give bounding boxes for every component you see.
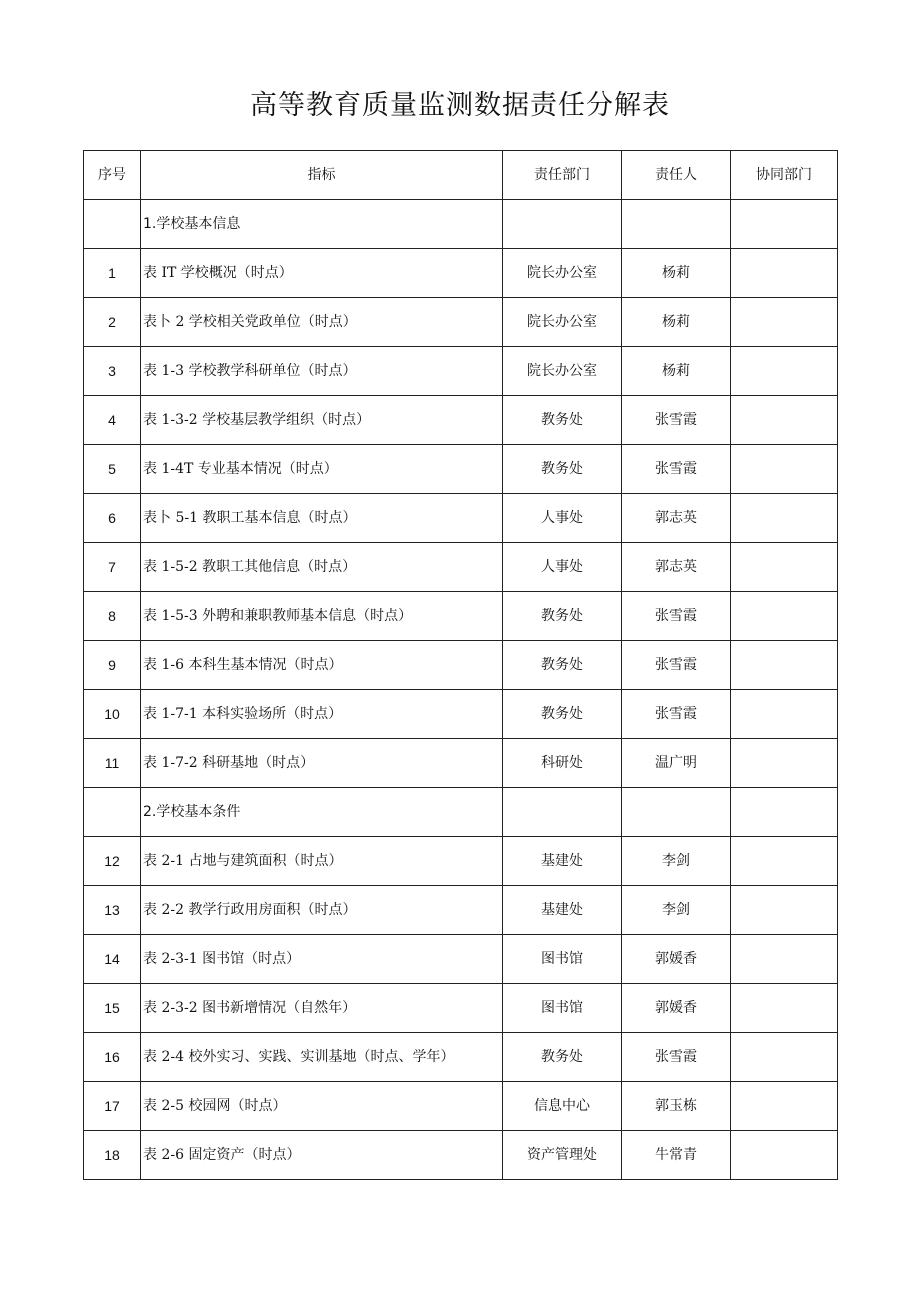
cell-person: 杨莉	[622, 298, 731, 347]
cell-person: 李剑	[622, 886, 731, 935]
cell-dept: 人事处	[503, 494, 622, 543]
cell-no: 13	[84, 886, 141, 935]
cell-co-dept	[731, 1082, 838, 1131]
section-row	[84, 200, 838, 249]
cell-no: 2	[84, 298, 141, 347]
header-dept: 责任部门	[503, 151, 622, 200]
cell-co-dept	[731, 739, 838, 788]
cell-co-dept	[731, 690, 838, 739]
section-row	[84, 788, 838, 837]
cell-indicator: 表 1-4T 专业基本情况（时点）	[141, 445, 503, 494]
cell-dept: 教务处	[503, 641, 622, 690]
cell-co-dept	[731, 641, 838, 690]
cell-co-dept	[731, 445, 838, 494]
table-row	[84, 494, 838, 543]
cell-no	[84, 200, 141, 249]
cell-dept: 资产管理处	[503, 1131, 622, 1180]
cell-co-dept	[731, 396, 838, 445]
cell-person: 杨莉	[622, 249, 731, 298]
cell-dept: 院长办公室	[503, 298, 622, 347]
table-row	[84, 445, 838, 494]
cell-dept: 科研处	[503, 739, 622, 788]
cell-indicator: 表 1-6 本科生基本情况（时点）	[141, 641, 503, 690]
responsibility-table	[83, 150, 838, 1180]
cell-indicator: 表 1-3 学校教学科研单位（时点）	[141, 347, 503, 396]
cell-person: 张雪霞	[622, 445, 731, 494]
table-row	[84, 886, 838, 935]
cell-indicator: 表 2-1 占地与建筑面积（时点）	[141, 837, 503, 886]
cell-indicator: 2.学校基本条件	[141, 788, 503, 837]
cell-no: 6	[84, 494, 141, 543]
cell-dept: 教务处	[503, 690, 622, 739]
cell-person: 张雪霞	[622, 690, 731, 739]
cell-person: 温广明	[622, 739, 731, 788]
cell-indicator: 表 2-3-2 图书新增情况（自然年）	[141, 984, 503, 1033]
table-row	[84, 935, 838, 984]
cell-person: 牛常青	[622, 1131, 731, 1180]
table-row	[84, 739, 838, 788]
cell-person: 李剑	[622, 837, 731, 886]
cell-co-dept	[731, 837, 838, 886]
cell-dept: 院长办公室	[503, 347, 622, 396]
cell-co-dept	[731, 1131, 838, 1180]
cell-person	[622, 200, 731, 249]
cell-no: 8	[84, 592, 141, 641]
table-row	[84, 249, 838, 298]
cell-no: 17	[84, 1082, 141, 1131]
table-row	[84, 396, 838, 445]
header-person: 责任人	[622, 151, 731, 200]
cell-indicator: 表 2-2 教学行政用房面积（时点）	[141, 886, 503, 935]
cell-co-dept	[731, 1033, 838, 1082]
cell-person: 张雪霞	[622, 1033, 731, 1082]
cell-indicator: 表 2-5 校园网（时点）	[141, 1082, 503, 1131]
cell-indicator: 表 2-4 校外实习、实践、实训基地（时点、学年）	[141, 1033, 503, 1082]
cell-indicator: 表 1-7-2 科研基地（时点）	[141, 739, 503, 788]
cell-no: 11	[84, 739, 141, 788]
cell-indicator: 表 IT 学校概况（时点）	[141, 249, 503, 298]
cell-co-dept	[731, 200, 838, 249]
cell-dept: 教务处	[503, 592, 622, 641]
cell-indicator: 表 1-5-3 外聘和兼职教师基本信息（时点）	[141, 592, 503, 641]
cell-co-dept	[731, 249, 838, 298]
cell-indicator: 表 2-3-1 图书馆（时点）	[141, 935, 503, 984]
cell-no: 14	[84, 935, 141, 984]
cell-dept: 人事处	[503, 543, 622, 592]
cell-person: 郭志英	[622, 543, 731, 592]
cell-co-dept	[731, 543, 838, 592]
cell-co-dept	[731, 347, 838, 396]
cell-no: 18	[84, 1131, 141, 1180]
cell-person: 张雪霞	[622, 396, 731, 445]
cell-dept: 教务处	[503, 1033, 622, 1082]
cell-no: 7	[84, 543, 141, 592]
table-row	[84, 298, 838, 347]
table-row	[84, 837, 838, 886]
cell-co-dept	[731, 984, 838, 1033]
cell-dept: 教务处	[503, 396, 622, 445]
table-header-row	[84, 151, 838, 200]
cell-no: 3	[84, 347, 141, 396]
cell-person: 郭媛香	[622, 984, 731, 1033]
cell-dept: 教务处	[503, 445, 622, 494]
cell-no: 5	[84, 445, 141, 494]
table-row	[84, 543, 838, 592]
table-row	[84, 1082, 838, 1131]
cell-co-dept	[731, 592, 838, 641]
cell-person: 张雪霞	[622, 641, 731, 690]
cell-co-dept	[731, 788, 838, 837]
header-no: 序号	[84, 151, 141, 200]
table-body	[84, 200, 838, 1180]
cell-no: 10	[84, 690, 141, 739]
cell-co-dept	[731, 935, 838, 984]
cell-dept	[503, 788, 622, 837]
table-row	[84, 690, 838, 739]
table-row	[84, 347, 838, 396]
cell-no: 9	[84, 641, 141, 690]
table-row	[84, 592, 838, 641]
cell-dept: 图书馆	[503, 935, 622, 984]
cell-dept: 图书馆	[503, 984, 622, 1033]
page-title: 高等教育质量监测数据责任分解表	[250, 90, 670, 121]
cell-co-dept	[731, 494, 838, 543]
cell-person: 杨莉	[622, 347, 731, 396]
cell-no: 16	[84, 1033, 141, 1082]
cell-dept: 信息中心	[503, 1082, 622, 1131]
cell-person: 郭志英	[622, 494, 731, 543]
cell-dept: 院长办公室	[503, 249, 622, 298]
cell-person: 郭媛香	[622, 935, 731, 984]
cell-dept	[503, 200, 622, 249]
cell-person: 张雪霞	[622, 592, 731, 641]
cell-person	[622, 788, 731, 837]
cell-indicator: 表 2-6 固定资产（时点）	[141, 1131, 503, 1180]
table-row	[84, 984, 838, 1033]
cell-indicator: 1.学校基本信息	[141, 200, 503, 249]
table-row	[84, 1131, 838, 1180]
header-indicator: 指标	[141, 151, 503, 200]
cell-co-dept	[731, 886, 838, 935]
cell-indicator: 表 1-5-2 教职工其他信息（时点）	[141, 543, 503, 592]
cell-no: 4	[84, 396, 141, 445]
header-co-dept: 协同部门	[731, 151, 838, 200]
cell-no: 12	[84, 837, 141, 886]
cell-dept: 基建处	[503, 837, 622, 886]
cell-indicator: 表卜 5-1 教职工基本信息（时点）	[141, 494, 503, 543]
table-row	[84, 1033, 838, 1082]
cell-indicator: 表 1-7-1 本科实验场所（时点）	[141, 690, 503, 739]
cell-indicator: 表卜 2 学校相关党政单位（时点）	[141, 298, 503, 347]
cell-no	[84, 788, 141, 837]
cell-person: 郭玉栋	[622, 1082, 731, 1131]
table-row	[84, 641, 838, 690]
cell-indicator: 表 1-3-2 学校基层教学组织（时点）	[141, 396, 503, 445]
cell-co-dept	[731, 298, 838, 347]
cell-dept: 基建处	[503, 886, 622, 935]
cell-no: 15	[84, 984, 141, 1033]
cell-no: 1	[84, 249, 141, 298]
